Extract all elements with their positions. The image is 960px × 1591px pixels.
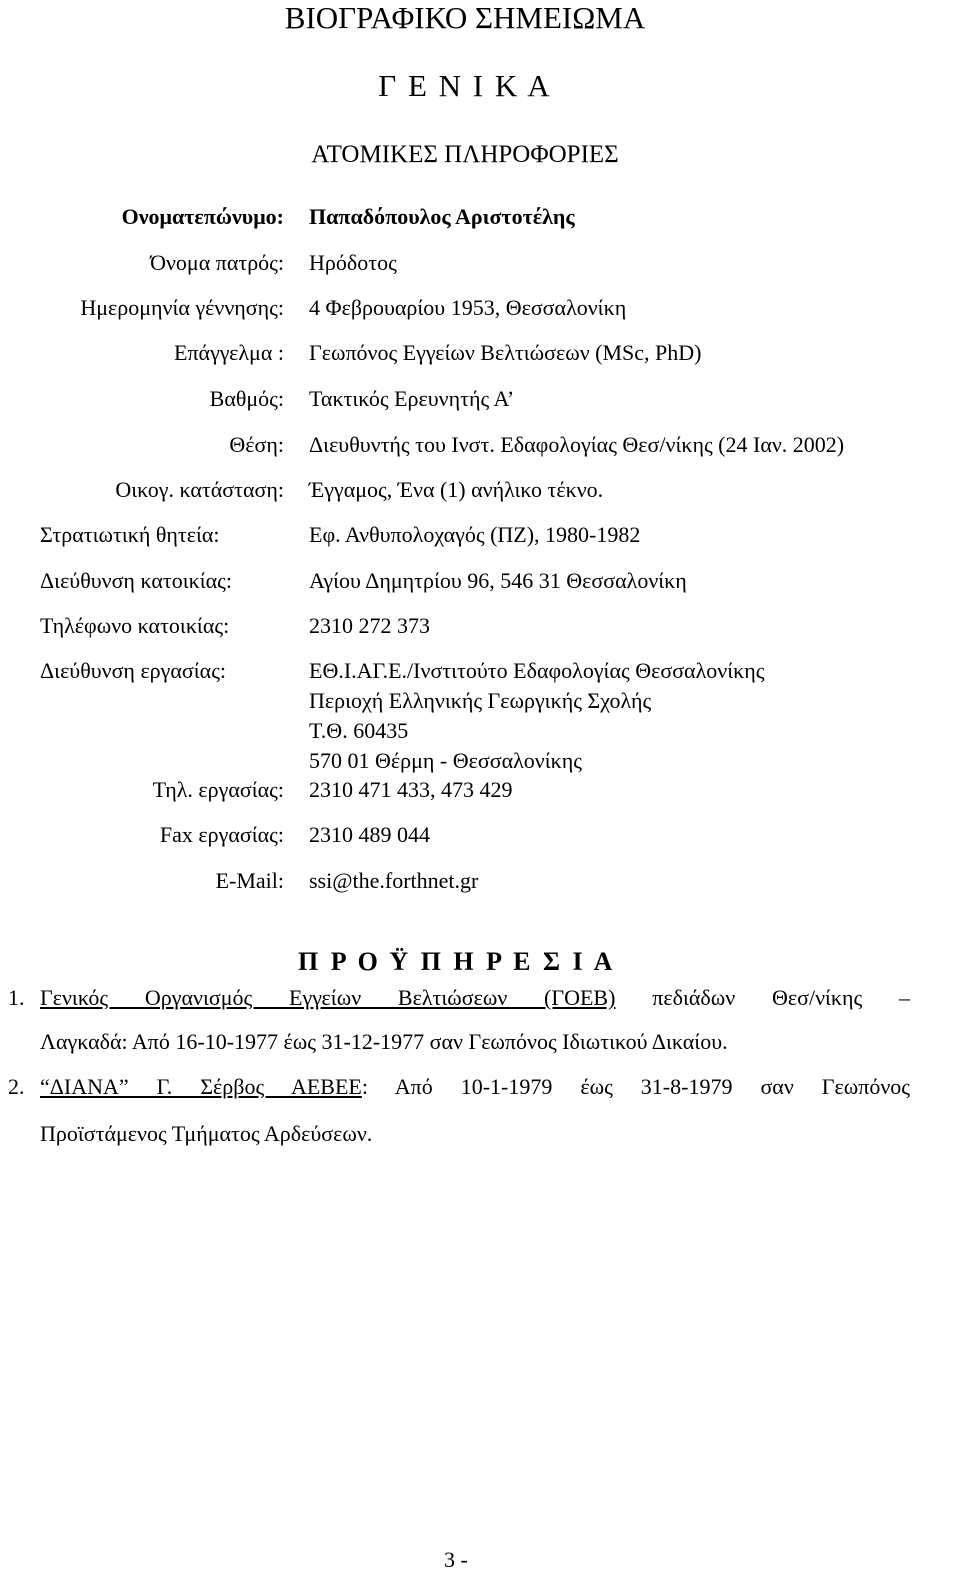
birth-label: Ημερομηνία γέννησης: (80, 295, 284, 320)
birth-value: 4 Φεβρουαρίου 1953, Θεσσαλονίκη (309, 295, 627, 320)
military-label: Στρατιωτική θητεία: (40, 522, 220, 547)
profession-label: Επάγγελμα : (174, 340, 284, 365)
fax-value: 2310 489 044 (309, 822, 430, 847)
email-value: ssi@the.forthnet.gr (309, 868, 479, 893)
work-address-label: Διεύθυνση εργασίας: (40, 658, 227, 683)
experience-org: Γενικός Οργανισμός Εγγείων Βελτιώσεων (ΓΟΕΒ) (40, 985, 616, 1010)
experience-item-line: Λαγκαδά: Από 16-10-1977 έως 31-12-1977 σαν Γεωπόνος Ιδιωτικού Δικαίου. (40, 1029, 728, 1054)
marital-status-value: Έγγαμος, Ένα (1) ανήλικο τέκνο. (309, 477, 604, 502)
rank-label: Βαθμός: (209, 386, 284, 411)
home-address-label: Διεύθυνση κατοικίας: (40, 568, 232, 593)
father-value: Ηρόδοτος (309, 250, 397, 275)
marital-status-label: Οικογ. κατάσταση: (115, 477, 284, 502)
name-label: Ονοματεπώνυμο: (121, 204, 284, 229)
personal-info-heading: ΑΤΟΜΙΚΕΣ ΠΛΗΡΟΦΟΡΙΕΣ (311, 141, 619, 168)
experience-item-number: 2. (8, 1074, 25, 1099)
document-title: ΒΙΟΓΡΑΦΙΚΟ ΣΗΜΕΙΩΜΑ (284, 0, 646, 35)
position-value: Διευθυντής του Ινστ. Εδαφολογίας Θεσ/νίκης (24 Ιαν. 2002) (309, 432, 845, 457)
general-heading: Γ Ε Ν Ι Κ Α (378, 68, 552, 103)
experience-item-number: 1. (8, 985, 25, 1010)
experience-line-rest: πεδιάδων Θεσ/νίκης – (652, 985, 911, 1010)
military-value: Εφ. Ανθυπολοχαγός (ΠΖ), 1980-1982 (309, 522, 641, 547)
page-number: 3 - (444, 1547, 468, 1572)
experience-line-rest: : Από 10-1-1979 έως 31-8-1979 σαν Γεωπόνος (361, 1074, 910, 1099)
work-address-line: ΕΘ.Ι.ΑΓ.Ε./Ινστιτούτο Εδαφολογίας Θεσσαλονίκης (309, 658, 765, 683)
position-label: Θέση: (229, 432, 284, 457)
work-address-line: Περιοχή Ελληνικής Γεωργικής Σχολής (309, 688, 652, 713)
home-phone-value: 2310 272 373 (309, 613, 430, 638)
father-label: Όνομα πατρός: (150, 250, 284, 275)
name-value: Παπαδόπουλος Αριστοτέλης (309, 204, 575, 229)
email-label: E-Mail: (215, 868, 284, 893)
work-address-line: 570 01 Θέρμη - Θεσσαλονίκης (309, 748, 582, 773)
home-phone-label: Τηλέφωνο κατοικίας: (40, 613, 230, 638)
home-address-value: Αγίου Δημητρίου 96, 546 31 Θεσσαλονίκη (309, 568, 687, 593)
experience-item-line (40, 1073, 910, 1101)
experience-item-line (40, 984, 910, 1012)
experience-item-line: Προϊστάμενος Τμήματος Αρδεύσεων. (40, 1121, 373, 1146)
profession-value: Γεωπόνος Εγγείων Βελτιώσεων (MSc, PhD) (309, 340, 702, 365)
experience-heading: Π Ρ Ο Ϋ Π Η Ρ Ε Σ Ι Α (298, 947, 616, 976)
work-phone-label: Τηλ. εργασίας: (152, 777, 284, 802)
experience-org: “ΔΙΑΝΑ” Γ. Σέρβος ΑΕΒΕΕ (40, 1074, 362, 1099)
rank-value: Τακτικός Ερευνητής Α’ (309, 386, 515, 411)
work-phone-value: 2310 471 433, 473 429 (309, 777, 513, 802)
fax-label: Fax εργασίας: (159, 822, 284, 847)
work-address-line: Τ.Θ. 60435 (309, 718, 409, 743)
